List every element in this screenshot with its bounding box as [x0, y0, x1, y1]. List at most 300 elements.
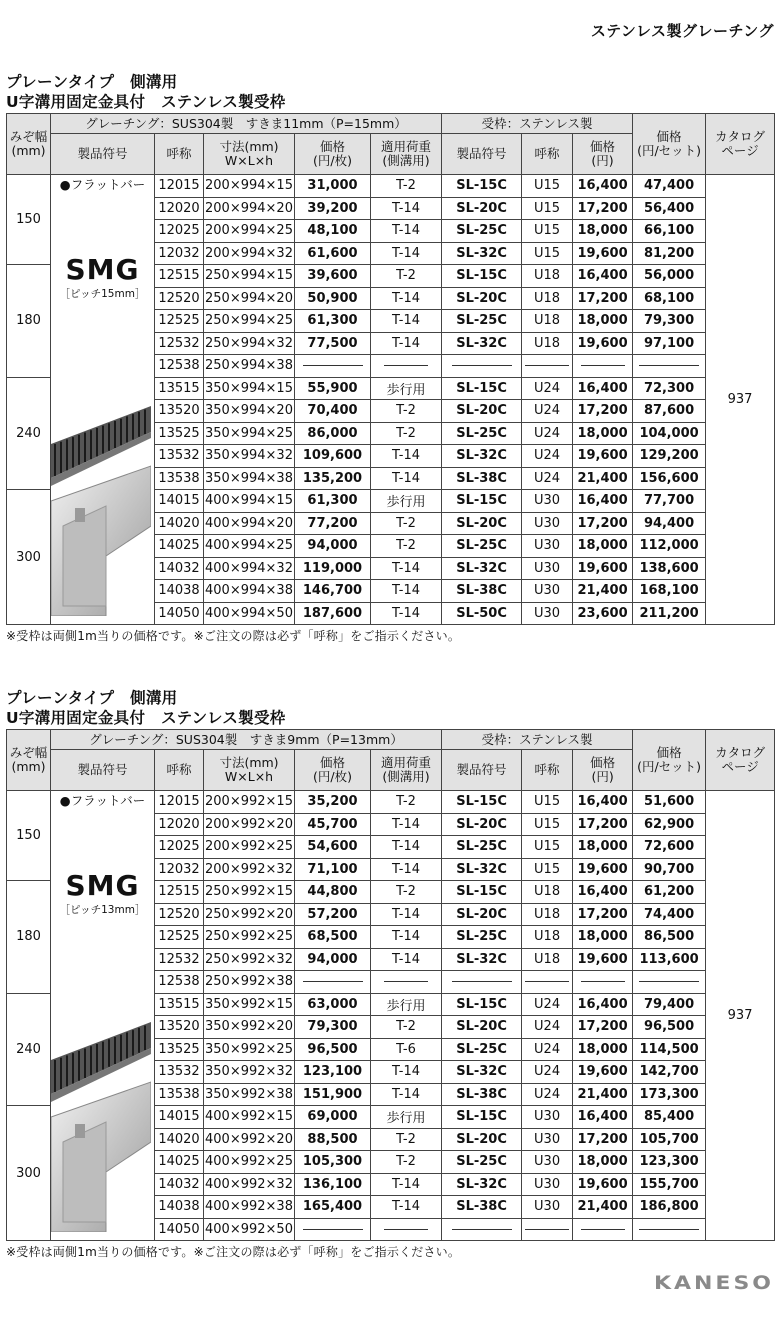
grating-illustration — [51, 406, 151, 616]
frame-price: 19,600 — [573, 858, 633, 881]
frame-price: 21,400 — [573, 1083, 633, 1106]
set-price: 61,200 — [633, 881, 706, 904]
frame-price: 18,000 — [573, 422, 633, 445]
frame-product-code: SL-20C — [442, 903, 522, 926]
frame-call: U24 — [522, 1083, 573, 1106]
grating-price: 77,200 — [295, 512, 371, 535]
frame-product-code: SL-15C — [442, 175, 522, 198]
product-name: SMG — [65, 253, 140, 286]
frame-call: U15 — [522, 242, 573, 265]
call-code: 14050 — [155, 602, 204, 625]
set-price: 81,200 — [633, 242, 706, 265]
set-price: 168,100 — [633, 580, 706, 603]
frame-call: U24 — [522, 993, 573, 1016]
grating-price: 146,700 — [295, 580, 371, 603]
section-title-line2: U字溝用固定金具付 ステンレス製受枠 — [6, 93, 286, 111]
header-frame-group: 受枠：ステンレス製 — [442, 730, 633, 750]
call-code: 12532 — [155, 948, 204, 971]
footnote: ※受枠は両側1m当りの価格です。※ご注文の際は必ず「呼称」をご指示ください。 — [6, 1245, 461, 1259]
header-call: 呼称 — [155, 750, 204, 791]
dimensions: 250×992×15 — [204, 881, 295, 904]
applied-load: T-14 — [371, 1196, 442, 1219]
load-dash — [371, 1218, 442, 1241]
frame-call-dash — [522, 971, 573, 994]
section-title-line1: プレーンタイプ 側溝用 — [6, 73, 178, 91]
set-price: 186,800 — [633, 1196, 706, 1219]
price-dash — [295, 1218, 371, 1241]
header-frame-group: 受枠：ステンレス製 — [442, 114, 633, 134]
frame-product-code: SL-20C — [442, 1016, 522, 1039]
frame-price: 18,000 — [573, 836, 633, 859]
footnote: ※受枠は両側1m当りの価格です。※ご注文の際は必ず「呼称」をご指示ください。 — [6, 629, 461, 643]
frame-call: U30 — [522, 1173, 573, 1196]
frame-call: U18 — [522, 903, 573, 926]
set-price: 123,300 — [633, 1151, 706, 1174]
groove-width-cell: 150 — [7, 791, 51, 881]
call-code: 12520 — [155, 287, 204, 310]
dimensions: 400×994×15 — [204, 490, 295, 513]
header-set-price: 価格 (円/セット) — [633, 114, 706, 175]
frame-price: 16,400 — [573, 791, 633, 814]
set-price: 173,300 — [633, 1083, 706, 1106]
grating-price: 31,000 — [295, 175, 371, 198]
applied-load: T-2 — [371, 881, 442, 904]
call-code: 12538 — [155, 971, 204, 994]
header-catalog: カタログ ページ — [706, 114, 775, 175]
frame-price: 21,400 — [573, 467, 633, 490]
frame-price: 18,000 — [573, 1038, 633, 1061]
call-code: 12020 — [155, 813, 204, 836]
frame-price: 16,400 — [573, 881, 633, 904]
table-row — [7, 175, 775, 198]
grating-price: 63,000 — [295, 993, 371, 1016]
set-price: 66,100 — [633, 220, 706, 243]
frame-call: U24 — [522, 400, 573, 423]
dimensions: 250×992×32 — [204, 948, 295, 971]
flatbar-label: ●フラットバー — [59, 793, 146, 808]
frame-price: 17,200 — [573, 512, 633, 535]
grating-price: 69,000 — [295, 1106, 371, 1129]
grating-price: 61,300 — [295, 310, 371, 333]
grating-price: 35,200 — [295, 791, 371, 814]
product-name: SMG — [65, 869, 140, 902]
dimensions: 400×992×20 — [204, 1128, 295, 1151]
dimensions: 200×994×25 — [204, 220, 295, 243]
applied-load: T-6 — [371, 1038, 442, 1061]
applied-load: T-14 — [371, 242, 442, 265]
set-price: 138,600 — [633, 557, 706, 580]
dimensions: 400×992×50 — [204, 1218, 295, 1241]
header-load: 適用荷重 (側溝用) — [371, 134, 442, 175]
call-code: 14038 — [155, 1196, 204, 1219]
page-header-title: ステンレス製グレーチング — [590, 22, 774, 40]
call-code: 13520 — [155, 1016, 204, 1039]
dimensions: 400×992×38 — [204, 1196, 295, 1219]
call-code: 14015 — [155, 490, 204, 513]
dimensions: 250×994×38 — [204, 355, 295, 378]
dimensions: 250×992×38 — [204, 971, 295, 994]
load-dash — [371, 355, 442, 378]
dimensions: 350×992×20 — [204, 1016, 295, 1039]
grating-price: 50,900 — [295, 287, 371, 310]
frame-product-code: SL-25C — [442, 1038, 522, 1061]
groove-width-cell: 180 — [7, 881, 51, 994]
call-code: 14025 — [155, 1151, 204, 1174]
frame-product-code: SL-32C — [442, 445, 522, 468]
header-grating-group: グレーチング：SUS304製 すきま11mm（P=15mm） — [51, 114, 442, 134]
header-product-code: 製品符号 — [51, 134, 155, 175]
frame-product-code: SL-20C — [442, 197, 522, 220]
frame-product-code: SL-50C — [442, 602, 522, 625]
dimensions: 350×992×15 — [204, 993, 295, 1016]
call-code: 12020 — [155, 197, 204, 220]
dimensions: 350×994×25 — [204, 422, 295, 445]
call-code: 13532 — [155, 445, 204, 468]
set-price: 85,400 — [633, 1106, 706, 1129]
call-code: 13538 — [155, 467, 204, 490]
set-price: 77,700 — [633, 490, 706, 513]
header-load: 適用荷重 (側溝用) — [371, 750, 442, 791]
applied-load: T-2 — [371, 512, 442, 535]
set-price: 142,700 — [633, 1061, 706, 1084]
set-price: 62,900 — [633, 813, 706, 836]
applied-load: 歩行用 — [371, 490, 442, 513]
frame-price-dash — [573, 971, 633, 994]
applied-load: T-2 — [371, 791, 442, 814]
call-code: 14050 — [155, 1218, 204, 1241]
call-code: 12015 — [155, 791, 204, 814]
table-row — [7, 791, 775, 814]
header-width: みぞ幅 (mm) — [7, 114, 51, 175]
frame-price: 16,400 — [573, 1106, 633, 1129]
frame-code-dash — [442, 355, 522, 378]
groove-width-cell: 180 — [7, 265, 51, 378]
frame-call: U30 — [522, 1196, 573, 1219]
pitch-label: ［ピッチ15mm］ — [59, 288, 146, 300]
call-code: 14025 — [155, 535, 204, 558]
dimensions: 350×994×38 — [204, 467, 295, 490]
frame-call: U30 — [522, 1151, 573, 1174]
frame-product-code: SL-25C — [442, 836, 522, 859]
header-price: 価格 (円/枚) — [295, 134, 371, 175]
price-section-1 — [6, 72, 774, 644]
groove-width-cell: 300 — [7, 1106, 51, 1241]
grating-price: 39,600 — [295, 265, 371, 288]
call-code: 13525 — [155, 422, 204, 445]
applied-load: T-2 — [371, 1016, 442, 1039]
frame-call: U24 — [522, 445, 573, 468]
price-table — [6, 113, 775, 625]
frame-call: U15 — [522, 220, 573, 243]
set-price: 129,200 — [633, 445, 706, 468]
product-cell — [51, 175, 155, 625]
frame-product-code: SL-32C — [442, 557, 522, 580]
frame-price: 19,600 — [573, 948, 633, 971]
applied-load: T-14 — [371, 1083, 442, 1106]
frame-call: U18 — [522, 926, 573, 949]
applied-load: T-14 — [371, 445, 442, 468]
applied-load: T-14 — [371, 858, 442, 881]
applied-load: T-14 — [371, 1173, 442, 1196]
frame-price: 17,200 — [573, 400, 633, 423]
call-code: 14020 — [155, 1128, 204, 1151]
frame-product-code: SL-15C — [442, 490, 522, 513]
set-price: 94,400 — [633, 512, 706, 535]
grating-price: 48,100 — [295, 220, 371, 243]
kaneso-logo: KANESO — [653, 1272, 774, 1295]
applied-load: T-14 — [371, 903, 442, 926]
frame-price: 16,400 — [573, 490, 633, 513]
set-price: 114,500 — [633, 1038, 706, 1061]
header-catalog: カタログ ページ — [706, 730, 775, 791]
applied-load: T-14 — [371, 813, 442, 836]
frame-call: U18 — [522, 265, 573, 288]
call-code: 13532 — [155, 1061, 204, 1084]
frame-call: U15 — [522, 175, 573, 198]
set-price: 68,100 — [633, 287, 706, 310]
set-price: 105,700 — [633, 1128, 706, 1151]
call-code: 12525 — [155, 310, 204, 333]
call-code: 12525 — [155, 926, 204, 949]
call-code: 12532 — [155, 332, 204, 355]
header-frame-code: 製品符号 — [442, 750, 522, 791]
dimensions: 400×992×32 — [204, 1173, 295, 1196]
call-code: 14032 — [155, 557, 204, 580]
frame-product-code: SL-25C — [442, 535, 522, 558]
frame-call: U30 — [522, 1128, 573, 1151]
frame-call-dash — [522, 1218, 573, 1241]
dimensions: 400×994×20 — [204, 512, 295, 535]
call-code: 13515 — [155, 993, 204, 1016]
set-price: 87,600 — [633, 400, 706, 423]
frame-product-code: SL-32C — [442, 1173, 522, 1196]
load-dash — [371, 971, 442, 994]
frame-price: 16,400 — [573, 265, 633, 288]
frame-call: U15 — [522, 858, 573, 881]
frame-product-code: SL-25C — [442, 926, 522, 949]
frame-call: U24 — [522, 467, 573, 490]
applied-load: T-2 — [371, 1151, 442, 1174]
frame-price: 19,600 — [573, 242, 633, 265]
price-table — [6, 729, 775, 1241]
frame-code-dash — [442, 1218, 522, 1241]
dimensions: 350×994×32 — [204, 445, 295, 468]
frame-call: U15 — [522, 836, 573, 859]
call-code: 12015 — [155, 175, 204, 198]
header-frame-code: 製品符号 — [442, 134, 522, 175]
set-price: 155,700 — [633, 1173, 706, 1196]
frame-product-code: SL-20C — [442, 813, 522, 836]
grating-price: 71,100 — [295, 858, 371, 881]
grating-price: 61,300 — [295, 490, 371, 513]
header-set-price: 価格 (円/セット) — [633, 730, 706, 791]
frame-product-code: SL-15C — [442, 377, 522, 400]
frame-price: 17,200 — [573, 903, 633, 926]
dimensions: 400×994×38 — [204, 580, 295, 603]
frame-code-dash — [442, 971, 522, 994]
applied-load: T-2 — [371, 535, 442, 558]
set-price: 112,000 — [633, 535, 706, 558]
grating-price: 61,600 — [295, 242, 371, 265]
applied-load: T-2 — [371, 1128, 442, 1151]
call-code: 12520 — [155, 903, 204, 926]
call-code: 14020 — [155, 512, 204, 535]
dimensions: 250×992×20 — [204, 903, 295, 926]
frame-call: U15 — [522, 813, 573, 836]
set-price: 96,500 — [633, 1016, 706, 1039]
applied-load: T-2 — [371, 265, 442, 288]
applied-load: T-14 — [371, 948, 442, 971]
frame-price: 21,400 — [573, 1196, 633, 1219]
frame-call: U30 — [522, 490, 573, 513]
applied-load: T-14 — [371, 197, 442, 220]
dimensions: 400×994×25 — [204, 535, 295, 558]
price-dash — [295, 355, 371, 378]
frame-product-code: SL-25C — [442, 310, 522, 333]
grating-price: 96,500 — [295, 1038, 371, 1061]
set-price-dash — [633, 355, 706, 378]
frame-call: U24 — [522, 1061, 573, 1084]
set-price: 72,300 — [633, 377, 706, 400]
header-grating-group: グレーチング：SUS304製 すきま9mm（P=13mm） — [51, 730, 442, 750]
frame-product-code: SL-38C — [442, 580, 522, 603]
applied-load: 歩行用 — [371, 1106, 442, 1129]
frame-call: U30 — [522, 602, 573, 625]
dimensions: 400×992×15 — [204, 1106, 295, 1129]
frame-product-code: SL-20C — [442, 400, 522, 423]
grating-price: 105,300 — [295, 1151, 371, 1174]
grating-price: 68,500 — [295, 926, 371, 949]
frame-price: 18,000 — [573, 310, 633, 333]
dimensions: 400×992×25 — [204, 1151, 295, 1174]
frame-product-code: SL-32C — [442, 242, 522, 265]
dimensions: 400×994×50 — [204, 602, 295, 625]
set-price-dash — [633, 1218, 706, 1241]
call-code: 12025 — [155, 220, 204, 243]
dimensions: 200×992×20 — [204, 813, 295, 836]
frame-product-code: SL-25C — [442, 1151, 522, 1174]
header-frame-call: 呼称 — [522, 134, 573, 175]
applied-load: T-2 — [371, 400, 442, 423]
dimensions: 350×994×20 — [204, 400, 295, 423]
frame-price: 16,400 — [573, 377, 633, 400]
frame-product-code: SL-20C — [442, 512, 522, 535]
price-section-2 — [6, 688, 774, 1260]
set-price: 90,700 — [633, 858, 706, 881]
call-code: 13525 — [155, 1038, 204, 1061]
product-cell — [51, 791, 155, 1241]
frame-call: U15 — [522, 197, 573, 220]
applied-load: T-14 — [371, 332, 442, 355]
call-code: 13515 — [155, 377, 204, 400]
set-price: 211,200 — [633, 602, 706, 625]
frame-product-code: SL-15C — [442, 265, 522, 288]
grating-price: 119,000 — [295, 557, 371, 580]
frame-product-code: SL-38C — [442, 467, 522, 490]
frame-price-dash — [573, 1218, 633, 1241]
grating-price: 165,400 — [295, 1196, 371, 1219]
applied-load: T-14 — [371, 926, 442, 949]
dimensions: 200×994×32 — [204, 242, 295, 265]
call-code: 14032 — [155, 1173, 204, 1196]
set-price: 86,500 — [633, 926, 706, 949]
frame-call: U30 — [522, 1106, 573, 1129]
frame-product-code: SL-32C — [442, 858, 522, 881]
grating-illustration — [51, 1022, 151, 1232]
applied-load: 歩行用 — [371, 377, 442, 400]
dimensions: 250×994×25 — [204, 310, 295, 333]
dimensions: 250×994×20 — [204, 287, 295, 310]
call-code: 13538 — [155, 1083, 204, 1106]
grating-price: 86,000 — [295, 422, 371, 445]
grating-price: 44,800 — [295, 881, 371, 904]
frame-product-code: SL-32C — [442, 332, 522, 355]
dimensions: 350×994×15 — [204, 377, 295, 400]
applied-load: T-14 — [371, 1061, 442, 1084]
applied-load: T-14 — [371, 580, 442, 603]
dimensions: 350×992×38 — [204, 1083, 295, 1106]
grating-price: 136,100 — [295, 1173, 371, 1196]
grating-price: 135,200 — [295, 467, 371, 490]
header-width: みぞ幅 (mm) — [7, 730, 51, 791]
grating-price: 79,300 — [295, 1016, 371, 1039]
frame-price: 17,200 — [573, 1016, 633, 1039]
set-price: 56,400 — [633, 197, 706, 220]
header-product-code: 製品符号 — [51, 750, 155, 791]
applied-load: T-14 — [371, 467, 442, 490]
dimensions: 200×992×15 — [204, 791, 295, 814]
frame-price: 19,600 — [573, 1173, 633, 1196]
grating-price: 109,600 — [295, 445, 371, 468]
call-code: 12515 — [155, 881, 204, 904]
grating-price: 39,200 — [295, 197, 371, 220]
frame-price: 17,200 — [573, 813, 633, 836]
dimensions: 350×992×32 — [204, 1061, 295, 1084]
frame-call: U24 — [522, 422, 573, 445]
frame-price: 18,000 — [573, 926, 633, 949]
groove-width-cell: 240 — [7, 993, 51, 1106]
grating-price: 187,600 — [295, 602, 371, 625]
set-price: 104,000 — [633, 422, 706, 445]
frame-call: U24 — [522, 377, 573, 400]
dimensions: 200×994×15 — [204, 175, 295, 198]
applied-load: T-2 — [371, 175, 442, 198]
frame-price: 18,000 — [573, 220, 633, 243]
call-code: 12025 — [155, 836, 204, 859]
call-code: 13520 — [155, 400, 204, 423]
applied-load: T-14 — [371, 287, 442, 310]
header-price: 価格 (円/枚) — [295, 750, 371, 791]
groove-width-cell: 300 — [7, 490, 51, 625]
applied-load: T-14 — [371, 310, 442, 333]
frame-call: U18 — [522, 310, 573, 333]
applied-load: T-2 — [371, 422, 442, 445]
set-price: 113,600 — [633, 948, 706, 971]
flatbar-label: ●フラットバー — [59, 177, 146, 192]
grating-price: 94,000 — [295, 948, 371, 971]
catalog-page: 937 — [706, 175, 775, 625]
frame-product-code: SL-25C — [442, 220, 522, 243]
header-dims: 寸法(mm) W×L×h — [204, 750, 295, 791]
dimensions: 200×992×25 — [204, 836, 295, 859]
frame-price: 17,200 — [573, 197, 633, 220]
frame-call: U18 — [522, 332, 573, 355]
dimensions: 200×994×20 — [204, 197, 295, 220]
frame-price: 16,400 — [573, 175, 633, 198]
frame-call: U30 — [522, 512, 573, 535]
frame-call: U24 — [522, 1038, 573, 1061]
grating-price: 123,100 — [295, 1061, 371, 1084]
